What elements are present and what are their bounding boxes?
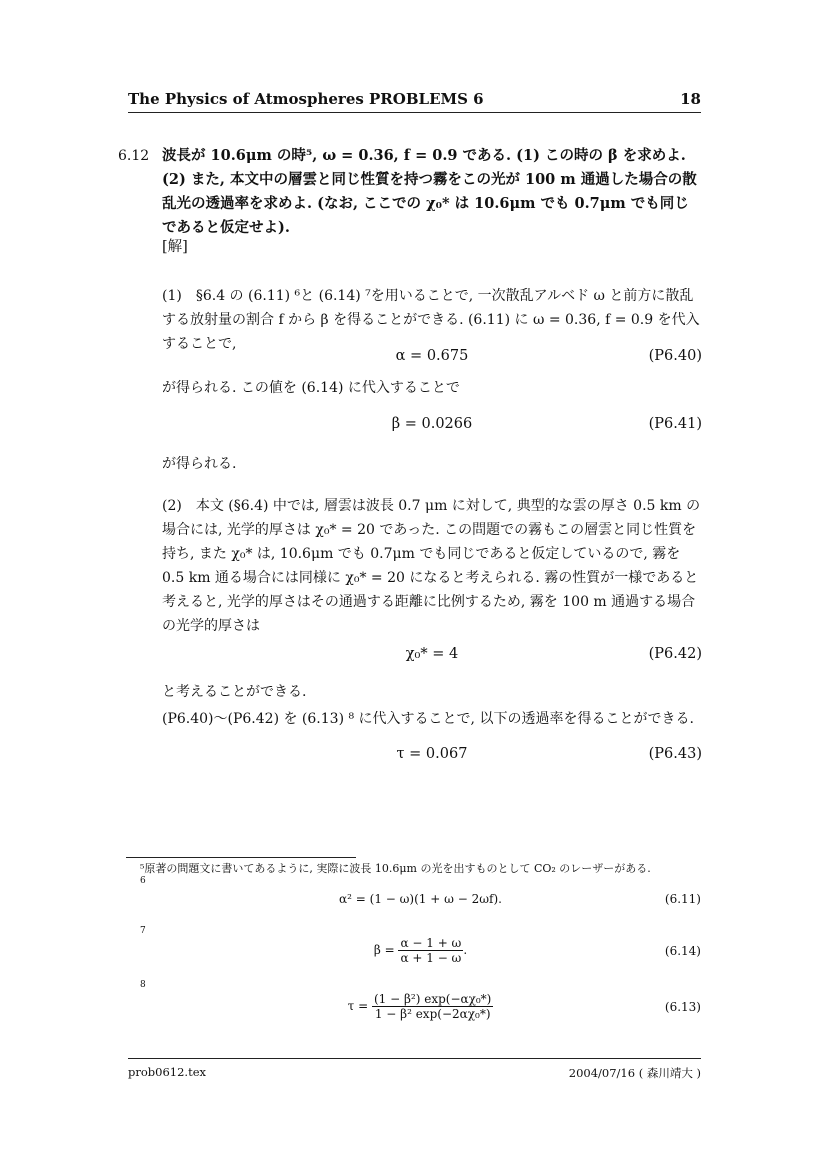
equation-number: (6.13) (664, 1000, 701, 1014)
equation-number: (P6.40) (648, 348, 702, 364)
running-title: The Physics of Atmospheres PROBLEMS 6 (128, 90, 484, 108)
footnote-eq-6-11 (140, 892, 701, 912)
equation-p6-40 (162, 348, 702, 370)
fraction (398, 936, 463, 965)
equation-p6-41 (162, 416, 702, 438)
denominator: α + 1 − ω (400, 951, 462, 965)
equation-lhs: β = (373, 943, 395, 957)
footer-date-author: 2004/07/16 ( 森川靖大 ) (568, 1066, 701, 1080)
equation-body: β = 0.0266 (391, 416, 473, 432)
equation-body: χ₀* = 4 (405, 646, 459, 662)
part2-text-3: (P6.40)〜(P6.42) を (6.13) ⁸ に代入することで, 以下の透過率を得ることができる. (162, 711, 694, 727)
equation-body: α = 0.675 (395, 348, 469, 364)
numerator: (1 − β²) exp(−αχ₀*) (373, 992, 492, 1006)
equation-body (140, 992, 701, 1021)
footnote-eq-6-13 (140, 992, 701, 1026)
problem-number: 6.12 (118, 148, 150, 164)
footnote-6-mark: 6 (140, 876, 146, 886)
footnote-7-mark: 7 (140, 926, 146, 936)
part1-paragraph: (1) §6.4 の (6.11) ⁶と (6.14) ⁷を用いることで, 一次散乱アルベド ω と前方に散乱する放射量の割合 f から β を得ることができる. (6.11) に ω = 0.36, f = 0.9 を代入することで, (162, 288, 700, 352)
equation-number: (6.11) (664, 892, 701, 906)
page-header (128, 90, 701, 113)
footnote-rule (126, 857, 356, 858)
part1-text-3: が得られる. (162, 456, 237, 472)
solution-label: [解] (162, 239, 188, 255)
equation-p6-43 (162, 746, 702, 768)
equation-p6-42 (162, 646, 702, 668)
page-footer (128, 1058, 701, 1085)
page-number: 18 (680, 90, 701, 108)
numerator: α − 1 + ω (400, 936, 462, 950)
fraction (372, 992, 493, 1021)
part2-paragraph: (2) 本文 (§6.4) 中では, 層雲は波長 0.7 μm に対して, 典型的な雲の厚さ 0.5 km の場合には, 光学的厚さは χ₀* = 20 であった. この問題での霧もこの層雲と同じ性質を持ち, また χ₀* は, 10.6μm でも 0.7μm でも同じであると仮定しているので, 霧を 0.5 km 通る場合には同様に χ₀* = 20 になると考えられる. 霧の性質が一様であると考えると, 光学的厚さはその通過する距離に比例するため, 霧を 100 m 通過する場合の光学的厚さは (162, 498, 701, 634)
equation-number: (P6.41) (648, 416, 702, 432)
equation-body (140, 936, 701, 965)
part1-text-2: が得られる. この値を (6.14) に代入することで (162, 380, 460, 396)
footnote-8-mark: 8 (140, 980, 146, 990)
equation-number: (P6.43) (648, 746, 702, 762)
footer-filename: prob0612.tex (128, 1065, 206, 1079)
problem-statement: 波長が 10.6μm の時⁵, ω = 0.36, f = 0.9 である. (1) この時の β を求めよ. (2) また, 本文中の層雲と同じ性質を持つ霧をこの光が 100 m 通過した場合の散乱光の透過率を求めよ. (なお, ここでの χ₀* は 10.6μm でも 0.7μm でも同じであると仮定せよ). (162, 147, 697, 236)
footnote-eq-6-14 (140, 936, 701, 970)
equation-number: (P6.42) (648, 646, 702, 662)
equation-number: (6.14) (664, 944, 701, 958)
footnote-5: ⁵原著の問題文に書いてあるように, 実際に波長 10.6μm の光を出すものとして CO₂ のレーザーがある. (140, 862, 651, 875)
denominator: 1 − β² exp(−2αχ₀*) (374, 1007, 491, 1021)
equation-tail: . (463, 943, 468, 957)
equation-lhs: τ = (347, 999, 369, 1013)
equation-body: τ = 0.067 (396, 746, 468, 762)
equation-body: α² = (1 − ω)(1 + ω − 2ωf). (339, 892, 502, 906)
part2-text-2: と考えることができる. (162, 684, 307, 700)
